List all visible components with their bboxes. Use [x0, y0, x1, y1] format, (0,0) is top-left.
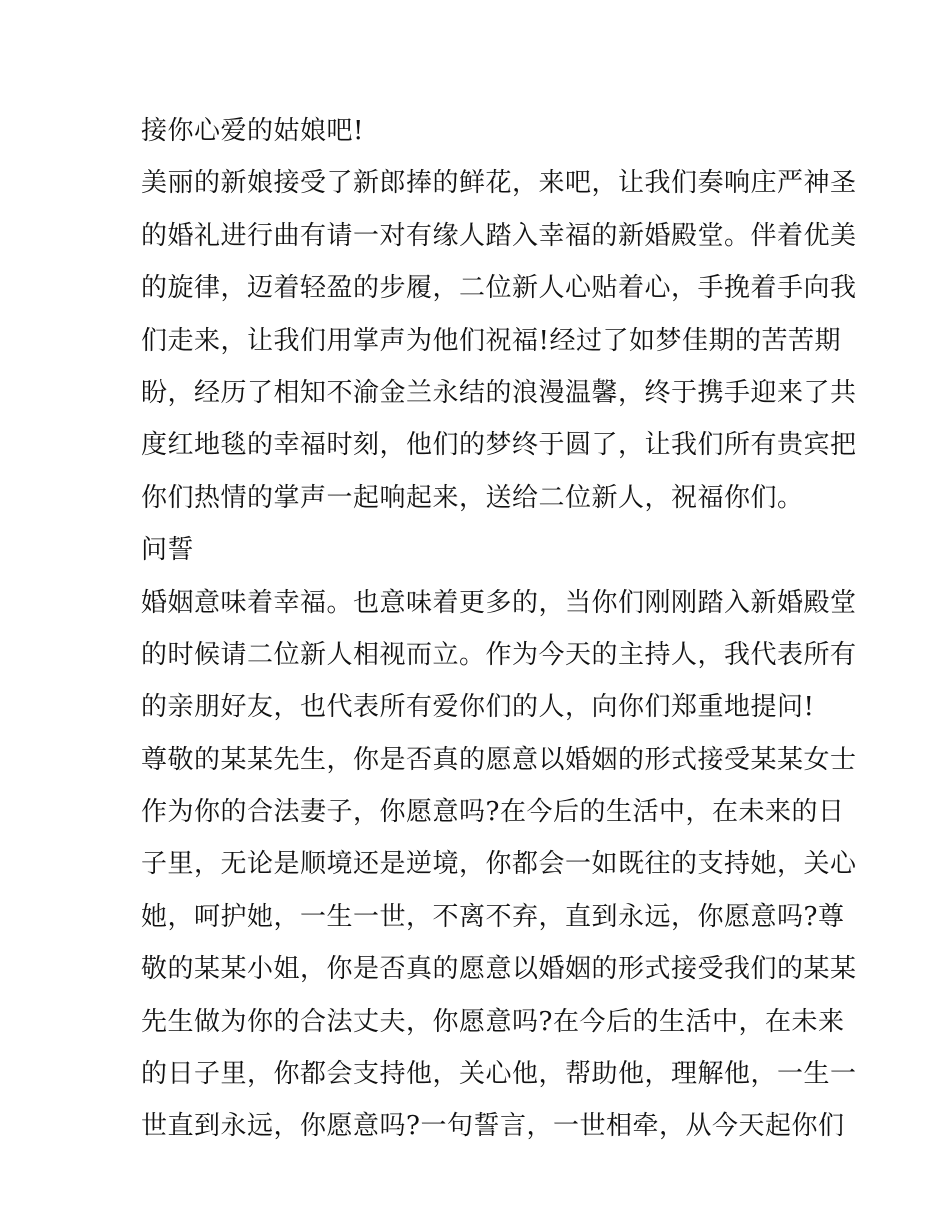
text-line: 接你心爱的姑娘吧! [141, 116, 364, 146]
text-line: 盼，经历了相知不渝金兰永结的浪漫温馨，终于携手迎来了共 [141, 377, 857, 408]
text-line: 先生做为你的合法丈夫，你愿意吗?在今后的生活中，在未来 [141, 1006, 845, 1037]
text-line: 的亲朋好友，也代表所有爱你们的人，向你们郑重地提问! [141, 692, 815, 723]
text-line: 美丽的新娘接受了新郎捧的鲜花，来吧，让我们奏响庄严神圣 [141, 168, 857, 199]
text-line: 婚姻意味着幸福。也意味着更多的，当你们刚刚踏入新婚殿堂 [141, 587, 857, 618]
document-body [141, 111, 857, 1159]
text-line: 度红地毯的幸福时刻，他们的梦终于圆了，让我们所有贵宾把 [141, 430, 857, 461]
text-line: 世直到永远，你愿意吗?一句誓言，一世相牵，从今天起你们 [141, 1111, 845, 1142]
text-line: 子里，无论是顺境还是逆境，你都会一如既往的支持她，关心 [141, 849, 857, 880]
text-line: 作为你的合法妻子，你愿意吗?在今后的生活中，在未来的日 [141, 797, 845, 828]
section-heading: 问誓 [141, 535, 195, 566]
text-line: 敬的某某小姐，你是否真的愿意以婚姻的形式接受我们的某某 [141, 954, 857, 985]
text-line: 你们热情的掌声一起响起来，送给二位新人，祝福你们。 [141, 482, 804, 513]
text-line: 她，呵护她，一生一世，不离不弃，直到永远，你愿意吗?尊 [141, 901, 845, 932]
text-line: 的婚礼进行曲有请一对有缘人踏入幸福的新婚殿堂。伴着优美 [141, 220, 857, 251]
text-line: 的旋律，迈着轻盈的步履，二位新人心贴着心，手挽着手向我 [141, 273, 857, 304]
text-line: 尊敬的某某先生，你是否真的愿意以婚姻的形式接受某某女士 [141, 744, 857, 775]
text-line: 的日子里，你都会支持他，关心他，帮助他，理解他，一生一 [141, 1059, 857, 1090]
text-line: 的时候请二位新人相视而立。作为今天的主持人，我代表所有 [141, 639, 857, 670]
text-line: 们走来，让我们用掌声为他们祝福!经过了如梦佳期的苦苦期 [141, 325, 841, 356]
